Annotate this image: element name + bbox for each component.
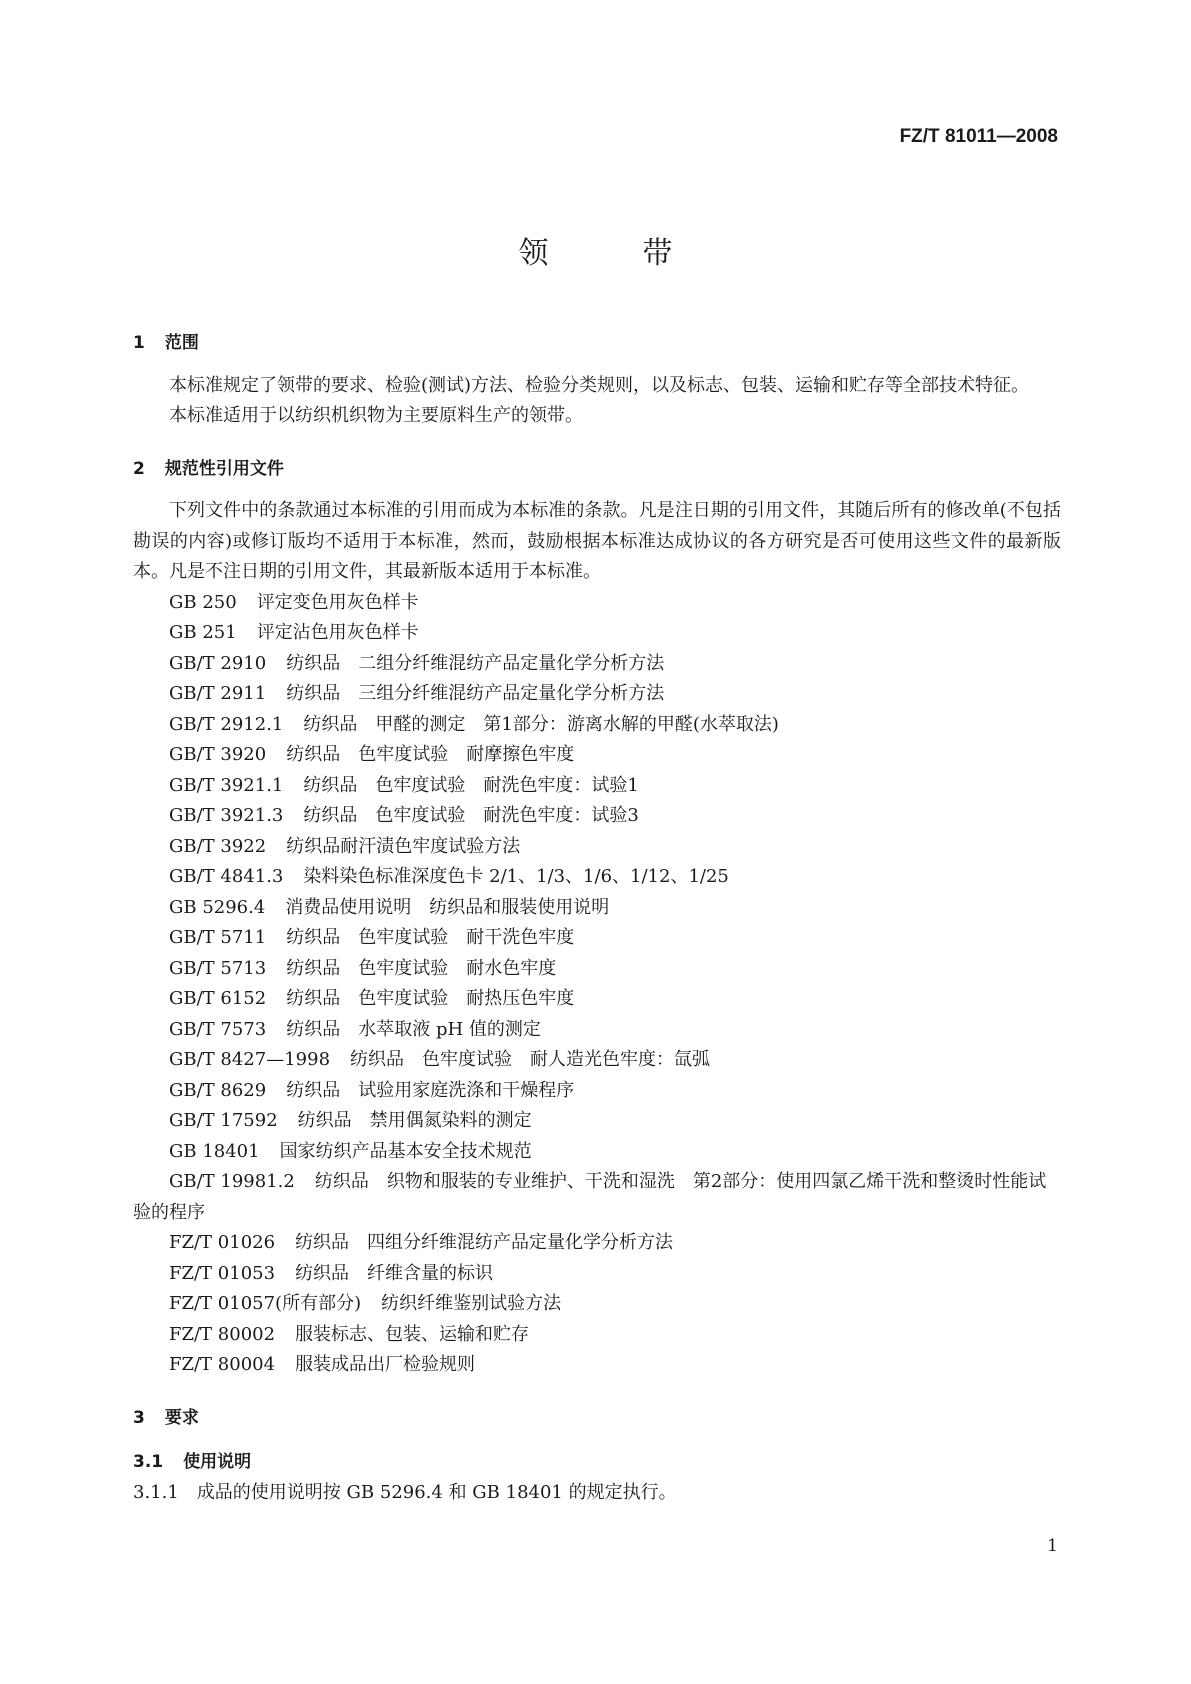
reference-title: 评定沾色用灰色样卡	[256, 622, 419, 643]
reference-title: 纺织品 禁用偶氮染料的测定	[297, 1110, 532, 1131]
reference-item	[133, 923, 1061, 954]
subsection-number: 3.1	[133, 1452, 164, 1472]
reference-code: GB/T 2911	[169, 683, 267, 704]
reference-code: FZ/T 80004	[169, 1354, 276, 1375]
reference-code: GB/T 19981.2	[169, 1171, 295, 1192]
reference-title: 纺织品 色牢度试验 耐水色牢度	[286, 957, 557, 979]
reference-title: 服装标志、包装、运输和贮存	[295, 1323, 530, 1345]
reference-title: 服装成品出厂检验规则	[295, 1354, 476, 1375]
reference-title: 纺织品 纤维含量的标识	[295, 1262, 494, 1284]
reference-item	[133, 832, 1061, 863]
reference-code: GB/T 4841.3	[169, 866, 284, 887]
reference-code: GB/T 5711	[169, 927, 267, 948]
section-2-heading	[133, 454, 1061, 485]
section-title: 要求	[164, 1407, 199, 1428]
reference-code: GB/T 3921.1	[169, 774, 284, 796]
reference-item	[133, 893, 1061, 924]
section-3-heading	[133, 1403, 1061, 1434]
reference-item	[133, 1167, 1061, 1228]
reference-code: FZ/T 80002	[169, 1323, 276, 1345]
document-code: FZ/T 81011—2008	[899, 126, 1058, 147]
reference-title: 纺织品 甲醛的测定 第1部分：游离水解的甲醛(水萃取法)	[303, 713, 779, 735]
reference-code: GB/T 8427—1998	[169, 1049, 331, 1070]
reference-item	[133, 1015, 1061, 1046]
reference-title: 纺织品 水萃取液 pH 值的测定	[286, 1018, 541, 1040]
reference-title: 纺织品 试验用家庭洗涤和干燥程序	[286, 1079, 575, 1101]
reference-item	[133, 1106, 1061, 1137]
reference-code: GB 5296.4	[169, 896, 266, 918]
section-number: 1	[133, 333, 145, 353]
clause-number: 3.1.1	[133, 1481, 179, 1503]
reference-code: GB 18401	[169, 1140, 260, 1162]
reference-item	[133, 618, 1061, 649]
reference-item	[133, 710, 1061, 741]
reference-code: GB/T 6152	[169, 988, 267, 1009]
reference-code: GB 251	[169, 622, 237, 643]
reference-code: GB/T 5713	[169, 957, 267, 979]
reference-item	[133, 862, 1061, 893]
scope-paragraph-2: 本标准适用于以纺织机织物为主要原料生产的领带。	[169, 405, 583, 426]
reference-item	[133, 588, 1061, 619]
section-number: 2	[133, 458, 145, 479]
reference-item	[133, 1137, 1061, 1168]
document-body	[133, 328, 1061, 1508]
section-1-heading	[133, 328, 1061, 359]
reference-code: GB/T 8629	[169, 1079, 267, 1101]
reference-code: GB/T 3921.3	[169, 805, 284, 826]
reference-item	[133, 1228, 1061, 1259]
reference-item	[133, 1045, 1061, 1076]
subsection-3-1-heading	[133, 1447, 1061, 1478]
reference-title: 纺织品耐汗渍色牢度试验方法	[286, 835, 521, 857]
page-number: 1	[1047, 1536, 1058, 1556]
reference-title: 纺织品 色牢度试验 耐热压色牢度	[286, 988, 575, 1009]
reference-item	[133, 649, 1061, 680]
reference-item	[133, 1259, 1061, 1290]
clause-3-1-1	[133, 1478, 1061, 1509]
reference-code: GB/T 17592	[169, 1110, 278, 1131]
reference-code: GB/T 7573	[169, 1018, 267, 1040]
reference-title: 纺织品 色牢度试验 耐洗色牢度：试验1	[303, 774, 639, 796]
reference-code: GB/T 3920	[169, 744, 267, 765]
reference-title: 纺织品 织物和服装的专业维护、干洗和湿洗 第2部分：使用四氯乙烯干洗和整烫时性能试验的程序	[133, 1171, 1047, 1223]
reference-title: 染料染色标准深度色卡 2/1、1/3、1/6、1/12、1/25	[303, 866, 729, 887]
reference-item	[133, 1076, 1061, 1107]
section-number: 3	[133, 1407, 145, 1428]
section-title: 规范性引用文件	[164, 458, 284, 479]
reference-title: 消费品使用说明 纺织品和服装使用说明	[285, 896, 610, 918]
references-intro: 下列文件中的条款通过本标准的引用而成为本标准的条款。凡是注日期的引用文件，其随后所有的修改单(不包括勘误的内容)或修订版均不适用于本标准，然而，鼓励根据本标准达成协议的各方研究是否可使用这些文件的最新版本。凡是不注日期的引用文件，其最新版本适用于本标准。	[133, 500, 1061, 582]
reference-code: GB/T 2912.1	[169, 713, 284, 735]
reference-title: 国家纺织产品基本安全技术规范	[279, 1140, 532, 1162]
reference-list	[133, 588, 1061, 1381]
reference-title: 纺织品 色牢度试验 耐摩擦色牢度	[286, 744, 575, 765]
reference-title: 纺织品 色牢度试验 耐洗色牢度：试验3	[303, 805, 639, 826]
reference-code: FZ/T 01026	[169, 1232, 276, 1253]
reference-title: 纺织品 三组分纤维混纺产品定量化学分析方法	[286, 683, 665, 704]
section-title: 范围	[164, 333, 199, 353]
reference-item	[133, 740, 1061, 771]
reference-item	[133, 1289, 1061, 1320]
clause-text: 成品的使用说明按 GB 5296.4 和 GB 18401 的规定执行。	[196, 1481, 677, 1503]
reference-title: 纺织品 二组分纤维混纺产品定量化学分析方法	[286, 652, 665, 674]
reference-title: 纺织品 四组分纤维混纺产品定量化学分析方法	[295, 1232, 674, 1253]
subsection-title: 使用说明	[183, 1452, 252, 1472]
reference-item	[133, 679, 1061, 710]
reference-item	[133, 1350, 1061, 1381]
reference-code: GB/T 2910	[169, 652, 267, 674]
reference-code: GB 250	[169, 591, 237, 613]
reference-title: 纺织纤维鉴别试验方法	[381, 1293, 562, 1314]
reference-item	[133, 984, 1061, 1015]
reference-item	[133, 954, 1061, 985]
reference-item	[133, 1320, 1061, 1351]
reference-item	[133, 771, 1061, 802]
document-title: 领 带	[518, 236, 705, 271]
scope-paragraph-1: 本标准规定了领带的要求、检验(测试)方法、检验分类规则，以及标志、包装、运输和贮存等全部技术特征。	[169, 374, 1030, 396]
reference-title: 评定变色用灰色样卡	[256, 591, 419, 613]
reference-code: FZ/T 01053	[169, 1262, 276, 1284]
reference-item	[133, 801, 1061, 832]
reference-code: FZ/T 01057(所有部分)	[169, 1293, 362, 1314]
reference-title: 纺织品 色牢度试验 耐干洗色牢度	[286, 927, 575, 948]
reference-code: GB/T 3922	[169, 835, 267, 857]
reference-title: 纺织品 色牢度试验 耐人造光色牢度：氙弧	[350, 1049, 711, 1070]
